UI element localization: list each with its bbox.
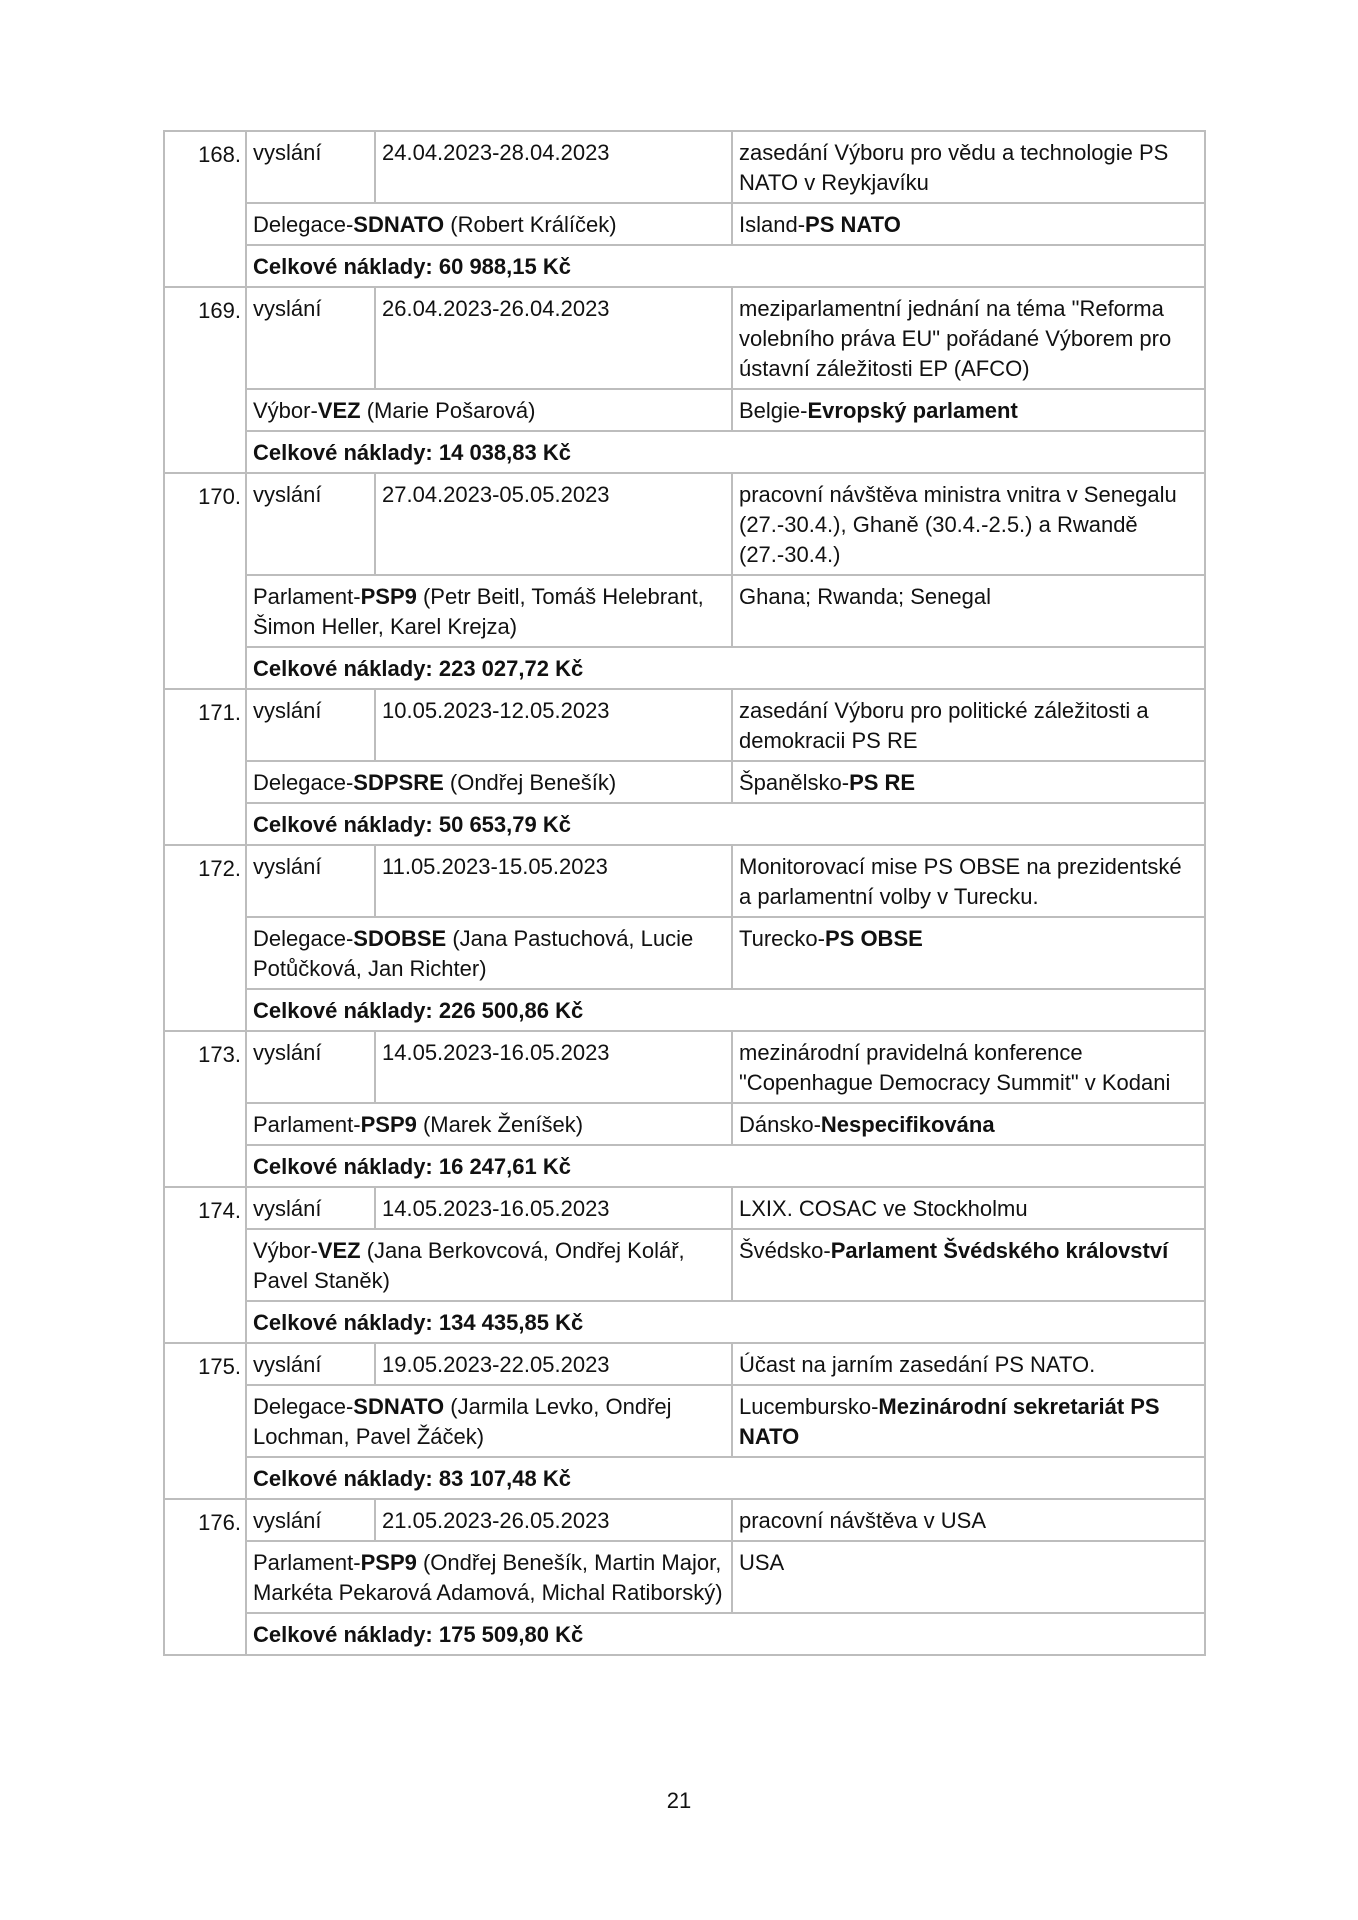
- org-code: SDNATO: [353, 212, 445, 237]
- entry-body: [245, 1186, 1206, 1342]
- entry-body: [245, 1030, 1206, 1186]
- org-code: SDOBSE: [353, 926, 447, 951]
- org-people: (Ondřej Benešík, Martin Major, Markéta Pekarová Adamová, Michal Ratiborský): [253, 1550, 723, 1605]
- org-code: SDNATO: [353, 1394, 445, 1419]
- trip-description: meziparlamentní jednání na téma "Reforma volebního práva EU" pořádané Výborem pro ústavní záležitosti EP (AFCO): [733, 286, 1206, 388]
- entry-row-participants: [245, 388, 1206, 430]
- trip-description: mezinárodní pravidelná konference "Copenhague Democracy Summit" v Kodani: [733, 1030, 1206, 1102]
- trip-entry: [163, 1186, 1206, 1342]
- entry-row-main: [245, 1342, 1206, 1384]
- org-people: (Marek Ženíšek): [416, 1112, 584, 1137]
- trip-type: vyslání: [245, 1030, 376, 1102]
- entry-row-total: [245, 430, 1206, 472]
- entry-number-column: [163, 688, 245, 844]
- org-prefix: Delegace-: [253, 770, 354, 795]
- trip-dates: 10.05.2023-12.05.2023: [376, 688, 733, 760]
- trip-entry: [163, 1030, 1206, 1186]
- trip-destination: [733, 1102, 1206, 1144]
- trip-description: pracovní návštěva v USA: [733, 1498, 1206, 1540]
- org-prefix: Delegace-: [253, 212, 354, 237]
- trip-participants: [245, 388, 733, 430]
- org-prefix: Delegace-: [253, 926, 354, 951]
- destination-body: PS OBSE: [824, 926, 923, 951]
- trip-participants: [245, 1102, 733, 1144]
- entry-number: 171.: [198, 700, 241, 725]
- org-prefix: Výbor-: [253, 1238, 318, 1263]
- org-prefix: Výbor-: [253, 398, 318, 423]
- entry-body: [245, 1342, 1206, 1498]
- trip-dates: 27.04.2023-05.05.2023: [376, 472, 733, 574]
- trip-dates: 11.05.2023-15.05.2023: [376, 844, 733, 916]
- org-prefix: Parlament-: [253, 1112, 361, 1137]
- entry-body: [245, 1498, 1206, 1656]
- entry-row-main: [245, 1498, 1206, 1540]
- trip-participants: [245, 1540, 733, 1612]
- org-people: (Jana Pastuchová, Lucie Potůčková, Jan Richter): [253, 926, 694, 981]
- total-cost: Celkové náklady: 50 653,79 Kč: [245, 802, 1206, 844]
- trip-destination: [733, 916, 1206, 988]
- destination-country: Švédsko-: [739, 1238, 831, 1263]
- entry-row-participants: [245, 1228, 1206, 1300]
- trip-entry: [163, 1498, 1206, 1656]
- page-number: 21: [666, 1788, 692, 1813]
- trip-dates: 14.05.2023-16.05.2023: [376, 1186, 733, 1228]
- trip-description: zasedání Výboru pro politické záležitosti a demokracii PS RE: [733, 688, 1206, 760]
- total-cost: Celkové náklady: 83 107,48 Kč: [245, 1456, 1206, 1498]
- entry-number-column: [163, 1498, 245, 1656]
- total-cost: Celkové náklady: 134 435,85 Kč: [245, 1300, 1206, 1342]
- org-code: PSP9: [360, 1112, 417, 1137]
- entry-number-column: [163, 130, 245, 286]
- org-code: SDPSRE: [353, 770, 444, 795]
- destination-country: Španělsko-: [739, 770, 850, 795]
- entry-number: 168.: [198, 142, 241, 167]
- trip-destination: [733, 1228, 1206, 1300]
- org-people: (Jarmila Levko, Ondřej Lochman, Pavel Žáček): [253, 1394, 672, 1449]
- entry-row-participants: [245, 1384, 1206, 1456]
- trip-description: LXIX. COSAC ve Stockholmu: [733, 1186, 1206, 1228]
- trip-destination: [733, 202, 1206, 244]
- entry-number: 174.: [198, 1198, 241, 1223]
- org-people: (Petr Beitl, Tomáš Helebrant, Šimon Heller, Karel Krejza): [253, 584, 704, 639]
- org-code: PSP9: [360, 584, 417, 609]
- org-code: VEZ: [317, 1238, 361, 1263]
- entry-row-total: [245, 1144, 1206, 1186]
- trip-description: zasedání Výboru pro vědu a technologie PS NATO v Reykjavíku: [733, 130, 1206, 202]
- entry-row-main: [245, 1030, 1206, 1102]
- trip-participants: [245, 1228, 733, 1300]
- entry-row-participants: [245, 202, 1206, 244]
- trip-destination: [733, 574, 1206, 646]
- org-prefix: Parlament-: [253, 584, 361, 609]
- destination-country: Belgie-: [739, 398, 808, 423]
- org-people: (Jana Berkovcová, Ondřej Kolář, Pavel Staněk): [253, 1238, 685, 1293]
- entry-body: [245, 688, 1206, 844]
- trip-entry: [163, 472, 1206, 688]
- entry-number-column: [163, 1186, 245, 1342]
- trip-participants: [245, 202, 733, 244]
- trip-type: vyslání: [245, 472, 376, 574]
- entry-row-total: [245, 646, 1206, 688]
- entry-body: [245, 844, 1206, 1030]
- entry-row-main: [245, 472, 1206, 574]
- trip-dates: 19.05.2023-22.05.2023: [376, 1342, 733, 1384]
- entry-row-main: [245, 688, 1206, 760]
- entry-row-participants: [245, 1102, 1206, 1144]
- trip-entry: [163, 1342, 1206, 1498]
- entry-row-participants: [245, 760, 1206, 802]
- destination-country: Island-: [739, 212, 806, 237]
- entry-row-total: [245, 802, 1206, 844]
- entry-row-total: [245, 1300, 1206, 1342]
- trip-dates: 14.05.2023-16.05.2023: [376, 1030, 733, 1102]
- trip-destination: [733, 760, 1206, 802]
- destination-body: Nespecifikována: [820, 1112, 995, 1137]
- entry-number: 173.: [198, 1042, 241, 1067]
- total-cost: Celkové náklady: 60 988,15 Kč: [245, 244, 1206, 286]
- trip-destination: [733, 1384, 1206, 1456]
- destination-country: Dánsko-: [739, 1112, 821, 1137]
- trip-participants: [245, 574, 733, 646]
- total-cost: Celkové náklady: 223 027,72 Kč: [245, 646, 1206, 688]
- entry-number: 170.: [198, 484, 241, 509]
- entry-number-column: [163, 1030, 245, 1186]
- destination-country: USA: [739, 1550, 785, 1575]
- trip-participants: [245, 916, 733, 988]
- trip-table: [163, 130, 1206, 1656]
- trip-entry: [163, 130, 1206, 286]
- trip-entry: [163, 844, 1206, 1030]
- entry-row-main: [245, 286, 1206, 388]
- destination-country: Ghana; Rwanda; Senegal: [739, 584, 991, 609]
- destination-body: PS RE: [849, 770, 916, 795]
- entry-row-main: [245, 844, 1206, 916]
- trip-type: vyslání: [245, 844, 376, 916]
- entry-row-total: [245, 988, 1206, 1030]
- trip-destination: [733, 388, 1206, 430]
- entry-row-participants: [245, 916, 1206, 988]
- destination-body: Evropský parlament: [807, 398, 1018, 423]
- entry-number-column: [163, 472, 245, 688]
- org-people: (Ondřej Benešík): [443, 770, 617, 795]
- entry-row-main: [245, 1186, 1206, 1228]
- trip-type: vyslání: [245, 688, 376, 760]
- entry-row-participants: [245, 574, 1206, 646]
- entry-row-total: [245, 1612, 1206, 1656]
- org-code: VEZ: [317, 398, 361, 423]
- entry-number: 176.: [198, 1510, 241, 1535]
- entry-body: [245, 286, 1206, 472]
- total-cost: Celkové náklady: 175 509,80 Kč: [245, 1612, 1206, 1656]
- trip-destination: [733, 1540, 1206, 1612]
- trip-entry: [163, 286, 1206, 472]
- trip-participants: [245, 1384, 733, 1456]
- trip-type: vyslání: [245, 1186, 376, 1228]
- org-people: (Robert Králíček): [444, 212, 617, 237]
- trip-participants: [245, 760, 733, 802]
- entry-row-total: [245, 244, 1206, 286]
- entry-number-column: [163, 286, 245, 472]
- entry-number: 169.: [198, 298, 241, 323]
- destination-country: Lucembursko-: [739, 1394, 879, 1419]
- trip-type: vyslání: [245, 130, 376, 202]
- entry-body: [245, 472, 1206, 688]
- org-people: (Marie Pošarová): [360, 398, 536, 423]
- trip-dates: 24.04.2023-28.04.2023: [376, 130, 733, 202]
- destination-body: Mezinárodní sekretariát PS NATO: [739, 1394, 1160, 1449]
- entry-number-column: [163, 844, 245, 1030]
- trip-dates: 21.05.2023-26.05.2023: [376, 1498, 733, 1540]
- trip-description: Monitorovací mise PS OBSE na prezidentské a parlamentní volby v Turecku.: [733, 844, 1206, 916]
- destination-body: PS NATO: [805, 212, 901, 237]
- trip-type: vyslání: [245, 286, 376, 388]
- trip-type: vyslání: [245, 1342, 376, 1384]
- destination-body: Parlament Švédského království: [830, 1238, 1169, 1263]
- trip-dates: 26.04.2023-26.04.2023: [376, 286, 733, 388]
- entry-row-participants: [245, 1540, 1206, 1612]
- trip-description: Účast na jarním zasedání PS NATO.: [733, 1342, 1206, 1384]
- total-cost: Celkové náklady: 14 038,83 Kč: [245, 430, 1206, 472]
- destination-country: Turecko-: [739, 926, 825, 951]
- total-cost: Celkové náklady: 226 500,86 Kč: [245, 988, 1206, 1030]
- total-cost: Celkové náklady: 16 247,61 Kč: [245, 1144, 1206, 1186]
- entry-row-total: [245, 1456, 1206, 1498]
- entry-body: [245, 130, 1206, 286]
- entry-number: 172.: [198, 856, 241, 881]
- org-prefix: Delegace-: [253, 1394, 354, 1419]
- trip-entry: [163, 688, 1206, 844]
- entry-number-column: [163, 1342, 245, 1498]
- entry-number: 175.: [198, 1354, 241, 1379]
- trip-type: vyslání: [245, 1498, 376, 1540]
- org-prefix: Parlament-: [253, 1550, 361, 1575]
- org-code: PSP9: [360, 1550, 417, 1575]
- trip-description: pracovní návštěva ministra vnitra v Senegalu (27.-30.4.), Ghaně (30.4.-2.5.) a Rwandě (27.-30.4.): [733, 472, 1206, 574]
- entry-row-main: [245, 130, 1206, 202]
